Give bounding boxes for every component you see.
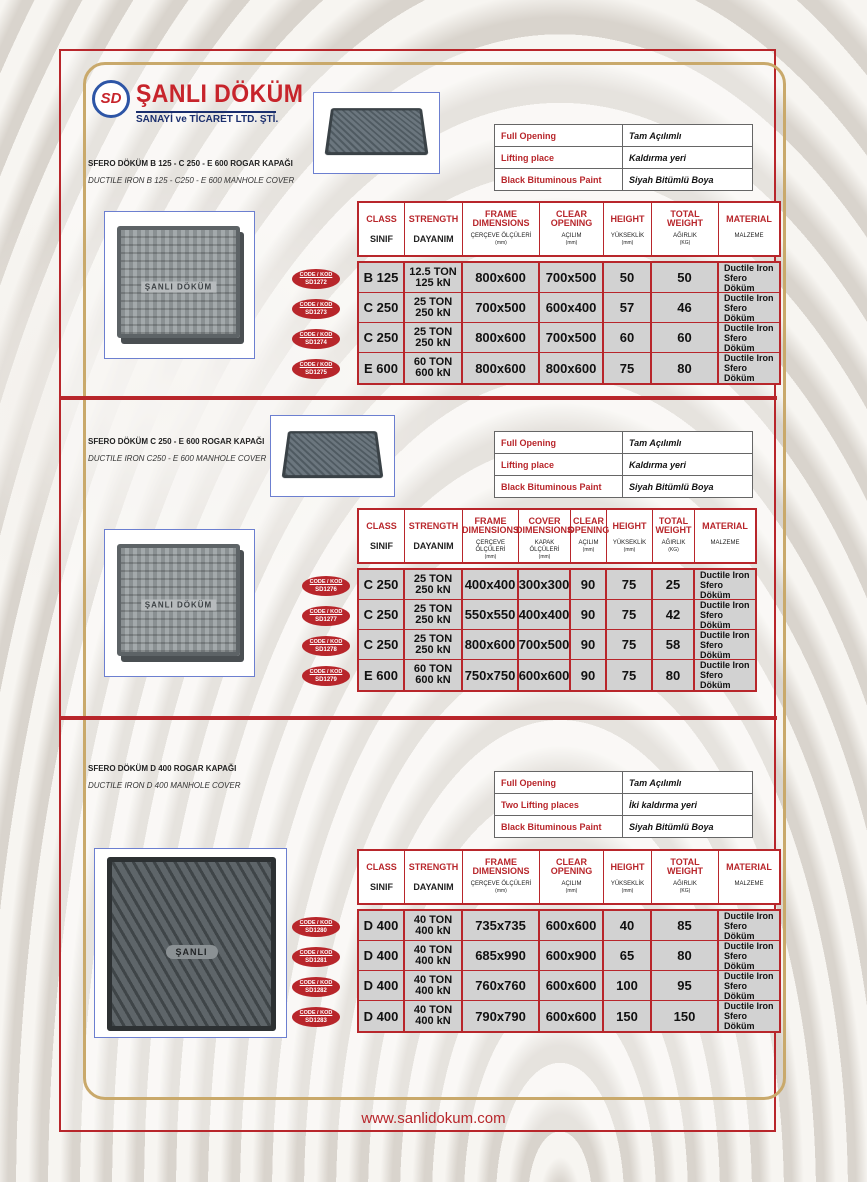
feature-row (495, 147, 753, 169)
header-cell (359, 510, 405, 562)
header-en: CLEAR OPENING (567, 516, 610, 535)
code-label: CODE / KOD (299, 272, 333, 278)
table-cell: 25 TON 250 kN (405, 323, 463, 352)
header-cell (719, 203, 779, 255)
table-cell: 50 (604, 263, 652, 292)
feature-en: Lifting place (495, 147, 623, 169)
header-unit: (mm) (565, 888, 578, 894)
table-cell: 75 (607, 630, 653, 659)
feature-en: Black Bituminous Paint (495, 169, 623, 191)
header-tr: AÇILIM (578, 540, 599, 546)
header-en: MATERIAL (726, 861, 772, 872)
table-cell: 40 TON 400 kN (405, 911, 463, 940)
header-tr: AÇILIM (561, 233, 582, 239)
cover-plate (117, 544, 240, 656)
table-cell: 150 (652, 1001, 719, 1031)
table-cell: 25 TON 250 kN (405, 570, 463, 599)
table-cell: 57 (604, 293, 652, 322)
feature-tr: Siyah Bitümlü Boya (623, 169, 753, 191)
table-cell: 40 TON 400 kN (405, 971, 463, 1000)
feature-tr: Tam Açılımlı (623, 772, 753, 794)
header-unit: (mm) (623, 547, 636, 553)
table-row (359, 323, 779, 353)
header-unit: (mm) (484, 554, 497, 560)
code-label: CODE / KOD (299, 332, 333, 338)
table-cell: 600x600 (540, 1001, 604, 1031)
header-en: TOTAL WEIGHT (667, 209, 703, 228)
header-en: HEIGHT (612, 520, 647, 531)
header-en: TOTAL WEIGHT (655, 516, 692, 535)
feature-tr: Siyah Bitümlü Boya (623, 476, 753, 498)
table-row (359, 630, 755, 660)
code-value: SD1273 (305, 310, 327, 316)
code-value: SD1280 (305, 928, 327, 934)
header-en: STRENGTH (408, 861, 459, 872)
features-table (494, 431, 753, 498)
section-heading (88, 155, 294, 189)
table-cell: 400x400 (519, 600, 571, 629)
table-row (359, 353, 779, 383)
table-cell: Ductile Iron Sfero Döküm (695, 630, 755, 659)
header-en: STRENGTH (408, 213, 459, 224)
features-table (494, 771, 753, 838)
section-heading (88, 433, 266, 467)
header-tr: AĞIRLIK (661, 540, 686, 546)
table-cell: Ductile Iron Sfero Döküm (719, 911, 779, 940)
features-table (494, 124, 753, 191)
feature-tr: Tam Açılımlı (623, 125, 753, 147)
code-badge (292, 917, 340, 937)
logo-underline (136, 111, 276, 113)
header-tr: SINIF (369, 882, 393, 892)
header-cell (604, 851, 652, 903)
feature-row (495, 169, 753, 191)
cover-plate (117, 226, 240, 338)
header-unit: (mm) (582, 547, 595, 553)
feature-en: Black Bituminous Paint (495, 816, 623, 838)
spec-table-header (357, 849, 781, 905)
code-badge (292, 299, 340, 319)
header-en: TOTAL WEIGHT (667, 857, 703, 876)
table-cell: 95 (652, 971, 719, 1000)
manhole-cover-image (104, 211, 255, 359)
feature-tr: Kaldırma yeri (623, 147, 753, 169)
logo-subtitle: SANAYİ ve TİCARET LTD. ŞTİ. (136, 114, 279, 125)
section-divider (59, 716, 777, 720)
feature-tr: Kaldırma yeri (623, 454, 753, 476)
header-en: CLASS (366, 213, 397, 224)
header-tr: YÜKSEKLİK (612, 540, 647, 546)
section-title-tr: SFERO DÖKÜM D 400 ROGAR KAPAĞI (88, 764, 237, 773)
table-cell: 75 (604, 353, 652, 383)
code-badge (292, 329, 340, 349)
header-unit: (mm) (495, 888, 507, 894)
table-cell: 60 (604, 323, 652, 352)
spec-table-body (357, 568, 757, 692)
table-cell: Ductile Iron Sfero Döküm (695, 660, 755, 690)
table-cell: C 250 (359, 293, 405, 322)
header-en: FRAME DIMENSIONS (472, 857, 530, 876)
code-badge (292, 947, 340, 967)
cover-photo (324, 108, 428, 155)
header-en: FRAME DIMENSIONS (462, 516, 520, 535)
table-cell: Ductile Iron Sfero Döküm (719, 1001, 779, 1031)
table-cell: 735x735 (463, 911, 540, 940)
table-cell: 85 (652, 911, 719, 940)
feature-row (495, 125, 753, 147)
table-cell: 90 (571, 660, 607, 690)
cover-plate (107, 857, 276, 1031)
table-cell: 800x600 (463, 630, 519, 659)
code-badge (292, 269, 340, 289)
header-cell (405, 851, 463, 903)
header-tr: ÇERÇEVE ÖLÇÜLERİ (475, 540, 506, 553)
header-cell (516, 510, 574, 562)
table-cell: Ductile Iron Sfero Döküm (719, 293, 779, 322)
table-cell: Ductile Iron Sfero Döküm (695, 570, 755, 599)
spec-table-header (357, 201, 781, 257)
feature-row (495, 476, 753, 498)
table-cell: 760x760 (463, 971, 540, 1000)
table-cell: E 600 (359, 353, 405, 383)
header-tr: SINIF (369, 541, 393, 551)
header-cell (695, 510, 755, 562)
header-cell (719, 851, 779, 903)
spec-table-body (357, 261, 781, 385)
table-cell: 750x750 (463, 660, 519, 690)
feature-en: Two Lifting places (495, 794, 623, 816)
logo-monogram-icon: SD (92, 80, 130, 118)
header-tr: MALZEME (710, 540, 740, 546)
feature-en: Black Bituminous Paint (495, 476, 623, 498)
header-tr: DAYANIM (413, 541, 454, 551)
table-cell: E 600 (359, 660, 405, 690)
section-title-en: DUCTILE IRON B 125 - C250 - E 600 MANHOLE COVER (88, 176, 295, 185)
table-cell: C 250 (359, 600, 405, 629)
code-label: CODE / KOD (309, 579, 343, 585)
header-tr: DAYANIM (413, 234, 454, 244)
header-en: HEIGHT (610, 213, 645, 224)
header-tr: YÜKSEKLİK (610, 233, 645, 239)
feature-tr: Siyah Bitümlü Boya (623, 816, 753, 838)
table-cell: 700x500 (519, 630, 571, 659)
table-cell: 800x600 (463, 263, 540, 292)
header-cell (405, 203, 463, 255)
header-unit: (mm) (495, 240, 507, 246)
header-tr: DAYANIM (413, 882, 454, 892)
table-cell: 700x500 (463, 293, 540, 322)
table-cell: 80 (652, 353, 719, 383)
header-cell (652, 851, 719, 903)
code-value: SD1276 (315, 587, 337, 593)
section-title-en: DUCTILE IRON D 400 MANHOLE COVER (88, 781, 241, 790)
header-tr: MALZEME (734, 233, 764, 239)
header-cell (604, 203, 652, 255)
code-label: CODE / KOD (299, 302, 333, 308)
feature-tr: İki kaldırma yeri (623, 794, 753, 816)
table-cell: 75 (607, 600, 653, 629)
header-tr: MALZEME (734, 881, 764, 887)
code-value: SD1272 (305, 280, 327, 286)
table-cell: 300x300 (519, 570, 571, 599)
header-cell (359, 203, 405, 255)
code-value: SD1282 (305, 988, 327, 994)
code-value: SD1278 (315, 647, 337, 653)
header-tr: ÇERÇEVE ÖLÇÜLERİ (470, 233, 532, 239)
feature-row (495, 432, 753, 454)
code-badge (292, 1007, 340, 1027)
code-label: CODE / KOD (309, 669, 343, 675)
table-cell: 60 (652, 323, 719, 352)
header-cell (359, 851, 405, 903)
header-cell (405, 510, 463, 562)
table-cell: D 400 (359, 971, 405, 1000)
table-cell: C 250 (359, 630, 405, 659)
feature-row (495, 794, 753, 816)
feature-row (495, 454, 753, 476)
table-cell: 600x400 (540, 293, 604, 322)
header-unit: (KG) (679, 240, 691, 246)
code-badge (302, 606, 350, 626)
feature-row (495, 772, 753, 794)
table-cell: C 250 (359, 570, 405, 599)
table-cell: D 400 (359, 911, 405, 940)
table-cell: 12.5 TON 125 kN (405, 263, 463, 292)
header-tr: ÇERÇEVE ÖLÇÜLERİ (470, 881, 532, 887)
header-tr: KAPAK ÖLÇÜLERİ (529, 540, 560, 553)
table-cell: 80 (653, 660, 695, 690)
table-cell: Ductile Iron Sfero Döküm (719, 971, 779, 1000)
code-label: CODE / KOD (299, 920, 333, 926)
code-badge (292, 359, 340, 379)
table-cell: 150 (604, 1001, 652, 1031)
table-cell: Ductile Iron Sfero Döküm (695, 600, 755, 629)
table-row (359, 660, 755, 690)
table-cell: 80 (652, 941, 719, 970)
header-cell (463, 203, 540, 255)
table-cell: 685x990 (463, 941, 540, 970)
code-value: SD1277 (315, 617, 337, 623)
frame-thumbnail-image (270, 415, 395, 497)
table-cell: 700x500 (540, 263, 604, 292)
table-cell: 400x400 (463, 570, 519, 599)
header-unit: (KG) (668, 547, 679, 553)
header-unit: (mm) (621, 888, 634, 894)
table-cell: 90 (571, 570, 607, 599)
header-cell (653, 510, 695, 562)
table-cell: 60 TON 600 kN (405, 353, 463, 383)
manhole-cover-image (94, 848, 287, 1038)
feature-en: Full Opening (495, 772, 623, 794)
table-row (359, 570, 755, 600)
table-cell: D 400 (359, 1001, 405, 1031)
header-cell (540, 203, 604, 255)
header-cell (567, 510, 610, 562)
code-value: SD1281 (305, 958, 327, 964)
code-badge (302, 636, 350, 656)
logo-name: ŞANLI DÖKÜM (136, 80, 304, 108)
table-cell: 600x900 (540, 941, 604, 970)
section-title-tr: SFERO DÖKÜM B 125 - C 250 - E 600 ROGAR KAPAĞI (88, 159, 293, 168)
header-tr: SINIF (369, 234, 393, 244)
spec-table-body (357, 909, 781, 1033)
header-cell (463, 851, 540, 903)
table-cell: 75 (607, 570, 653, 599)
code-badge (302, 576, 350, 596)
code-label: CODE / KOD (309, 609, 343, 615)
table-cell: 60 TON 600 kN (405, 660, 463, 690)
header-en: MATERIAL (702, 520, 748, 531)
header-tr: AĞIRLIK (673, 233, 697, 239)
header-en: CLASS (366, 520, 397, 531)
cover-photo (282, 431, 384, 478)
header-en: COVER DIMENSIONS (516, 516, 574, 535)
table-cell: 600x600 (540, 971, 604, 1000)
table-cell: 40 (604, 911, 652, 940)
table-cell: 50 (652, 263, 719, 292)
cover-stamp-text: ŞANLI DÖKÜM (141, 282, 216, 293)
table-cell: C 250 (359, 323, 405, 352)
code-label: CODE / KOD (299, 950, 333, 956)
table-cell: 550x550 (463, 600, 519, 629)
header-en: MATERIAL (726, 213, 772, 224)
header-cell (652, 203, 719, 255)
table-cell: 40 TON 400 kN (405, 941, 463, 970)
section-divider (59, 396, 777, 400)
header-unit: (KG) (679, 888, 691, 894)
frame-thumbnail-image (313, 92, 440, 174)
code-value: SD1274 (305, 340, 327, 346)
company-logo (92, 80, 304, 135)
code-value: SD1283 (305, 1018, 327, 1024)
table-row (359, 911, 779, 941)
table-row (359, 941, 779, 971)
table-row (359, 293, 779, 323)
table-cell: Ductile Iron Sfero Döküm (719, 353, 779, 383)
feature-en: Full Opening (495, 125, 623, 147)
header-cell (540, 851, 604, 903)
table-row (359, 263, 779, 293)
feature-en: Full Opening (495, 432, 623, 454)
header-cell (607, 510, 653, 562)
header-en: FRAME DIMENSIONS (472, 209, 530, 228)
table-cell: 58 (653, 630, 695, 659)
table-cell: 75 (607, 660, 653, 690)
header-unit: (mm) (621, 240, 634, 246)
table-row (359, 971, 779, 1001)
table-cell: 25 TON 250 kN (405, 293, 463, 322)
table-cell: 25 TON 250 kN (405, 600, 463, 629)
table-cell: Ductile Iron Sfero Döküm (719, 263, 779, 292)
section-title-en: DUCTILE IRON C250 - E 600 MANHOLE COVER (88, 454, 267, 463)
header-cell (463, 510, 519, 562)
feature-tr: Tam Açılımlı (623, 432, 753, 454)
cover-stamp-text: ŞANLI (166, 945, 218, 959)
table-cell: 800x600 (463, 323, 540, 352)
website-link[interactable]: www.sanlidokum.com (361, 1110, 506, 1127)
header-en: HEIGHT (610, 861, 645, 872)
table-cell: 600x600 (540, 911, 604, 940)
cover-stamp-text: ŞANLI DÖKÜM (141, 600, 216, 611)
table-cell: 800x600 (463, 353, 540, 383)
feature-row (495, 816, 753, 838)
header-tr: YÜKSEKLİK (610, 881, 645, 887)
table-cell: 65 (604, 941, 652, 970)
table-cell: 40 TON 400 kN (405, 1001, 463, 1031)
table-cell: 600x600 (519, 660, 571, 690)
table-cell: 25 (653, 570, 695, 599)
table-cell: 790x790 (463, 1001, 540, 1031)
code-badge (292, 977, 340, 997)
table-row (359, 600, 755, 630)
table-cell: 90 (571, 630, 607, 659)
table-cell: 46 (652, 293, 719, 322)
table-cell: Ductile Iron Sfero Döküm (719, 941, 779, 970)
table-cell: Ductile Iron Sfero Döküm (719, 323, 779, 352)
table-cell: 700x500 (540, 323, 604, 352)
manhole-cover-image (104, 529, 255, 677)
code-label: CODE / KOD (299, 1010, 333, 1016)
header-unit: (mm) (565, 240, 578, 246)
table-cell: 25 TON 250 kN (405, 630, 463, 659)
code-badge (302, 666, 350, 686)
header-en: CLEAR OPENING (550, 857, 593, 876)
table-cell: B 125 (359, 263, 405, 292)
table-cell: 100 (604, 971, 652, 1000)
code-value: SD1275 (305, 370, 327, 376)
table-cell: D 400 (359, 941, 405, 970)
code-label: CODE / KOD (309, 639, 343, 645)
header-unit: (mm) (538, 554, 551, 560)
table-cell: 42 (653, 600, 695, 629)
header-en: CLASS (366, 861, 397, 872)
header-en: CLEAR OPENING (550, 209, 593, 228)
code-label: CODE / KOD (299, 362, 333, 368)
table-row (359, 1001, 779, 1031)
section-title-tr: SFERO DÖKÜM C 250 - E 600 ROGAR KAPAĞI (88, 437, 265, 446)
table-cell: 800x600 (540, 353, 604, 383)
table-cell: 90 (571, 600, 607, 629)
header-en: STRENGTH (408, 520, 459, 531)
section-heading (88, 760, 240, 794)
code-value: SD1279 (315, 677, 337, 683)
header-tr: AÇILIM (561, 881, 582, 887)
feature-en: Lifting place (495, 454, 623, 476)
spec-table-header (357, 508, 757, 564)
code-label: CODE / KOD (299, 980, 333, 986)
header-tr: AĞIRLIK (673, 881, 697, 887)
